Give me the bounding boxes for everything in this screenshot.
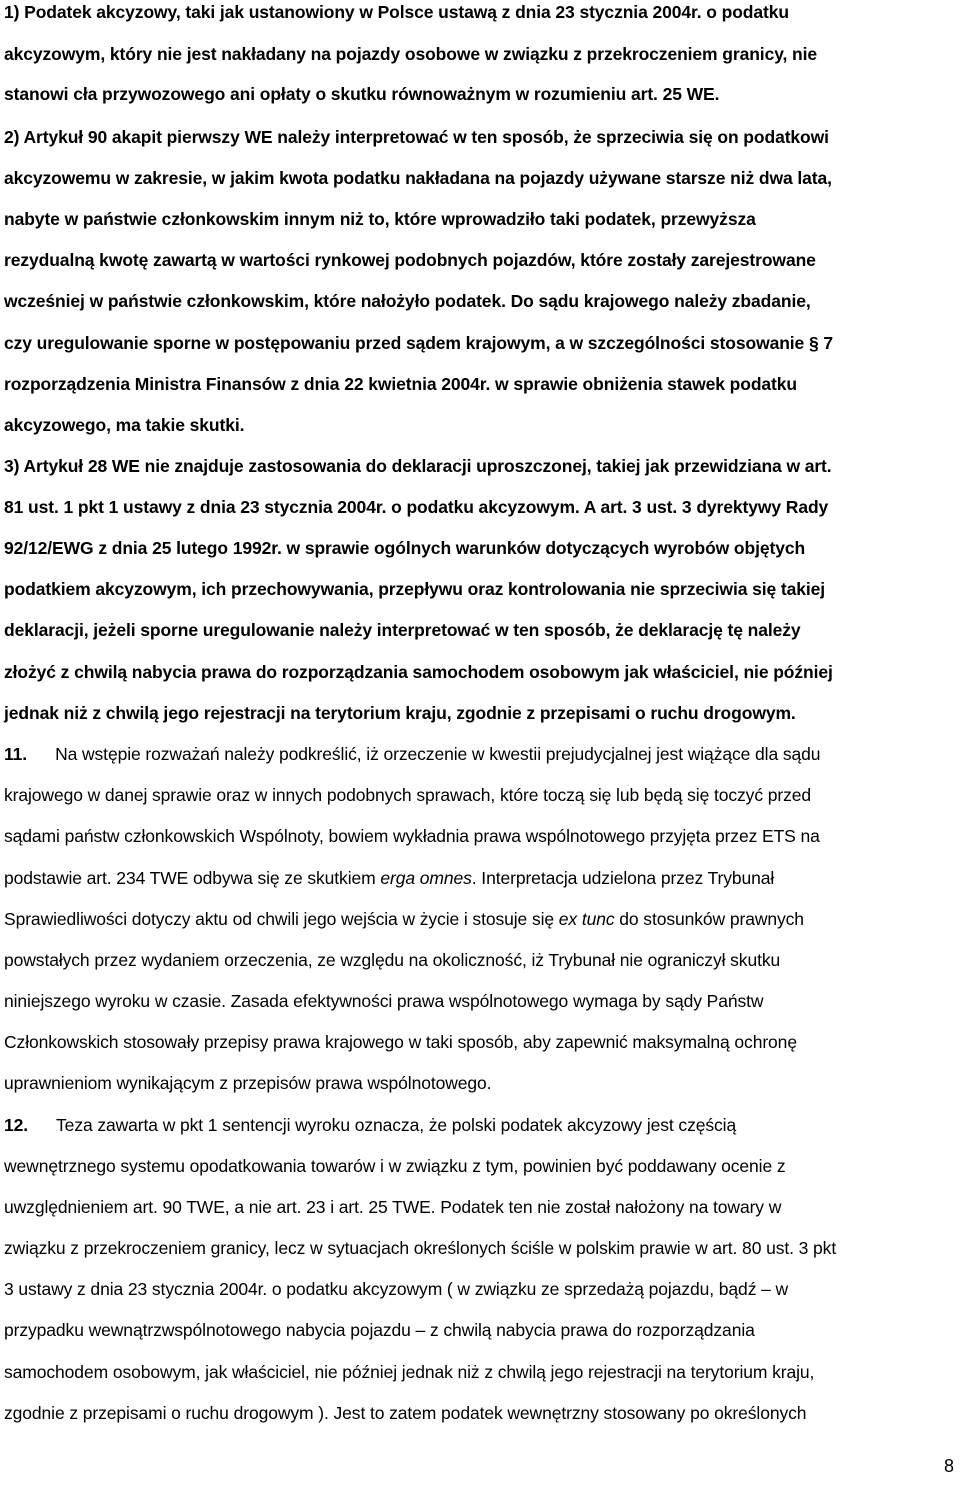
paragraph-11-line: Sprawiedliwości dotyczy aktu od chwili jego wejścia w życie i stosuje się ex tunc do stosunków prawnych: [4, 909, 804, 929]
paragraph-3-line: jednak niż z chwilą jego rejestracji na terytorium kraju, zgodnie z przepisami o ruchu drogowym.: [4, 703, 796, 723]
paragraph-1-line: akcyzowym, który nie jest nakładany na pojazdy osobowe w związku z przekroczeniem granicy, nie: [4, 44, 818, 64]
paragraph-11-line: niniejszego wyroku w czasie. Zasada efektywności prawa wspólnotowego wymaga by sądy Państw: [4, 991, 764, 1011]
paragraph-11-line: uprawnieniom wynikającym z przepisów prawa wspólnotowego.: [4, 1073, 492, 1093]
paragraph-12-line: zgodnie z przepisami o ruchu drogowym ). Jest to zatem podatek wewnętrzny stosowany po określonych: [4, 1403, 807, 1423]
paragraph-3-line: złożyć z chwilą nabycia prawa do rozporządzania samochodem osobowym jak właściciel, nie później: [4, 662, 833, 682]
paragraph-2-line: wcześniej w państwie członkowskim, które nałożyło podatek. Do sądu krajowego należy zbadanie,: [4, 291, 811, 311]
paragraph-11-line: powstałych przez wydaniem orzeczenia, ze względu na okoliczność, iż Trybunał nie ograniczył skutku: [4, 950, 781, 970]
paragraph-1-line: 1) Podatek akcyzowy, taki jak ustanowiony w Polsce ustawą z dnia 23 stycznia 2004r. o podatku: [4, 2, 789, 22]
paragraph-12-line: samochodem osobowym, jak właściciel, nie później jednak niż z chwilą jego rejestracji na terytorium kraju,: [4, 1362, 815, 1382]
paragraph-11-line: podstawie art. 234 TWE odbywa się ze skutkiem erga omnes. Interpretacja udzielona przez Trybunał: [4, 868, 775, 888]
paragraph-12-line: przypadku wewnątrzwspólnotowego nabycia pojazdu – z chwilą nabycia prawa do rozporządzania: [4, 1320, 755, 1340]
paragraph-2-line: rezydualną kwotę zawartą w wartości rynkowej podobnych pojazdów, które zostały zarejestrowane: [4, 250, 816, 270]
paragraph-2-line: nabyte w państwie członkowskim innym niż to, które wprowadziło taki podatek, przewyższa: [4, 209, 756, 229]
paragraph-2-line: 2) Artykuł 90 akapit pierwszy WE należy interpretować w ten sposób, że sprzeciwia się on podatkowi: [4, 127, 829, 147]
paragraph-3-line: podatkiem akcyzowym, ich przechowywania, przepływu oraz kontrolowania nie sprzeciwia się takiej: [4, 579, 826, 599]
paragraph-3-line: 92/12/EWG z dnia 25 lutego 1992r. w sprawie ogólnych warunków dotyczących wyrobów objętych: [4, 538, 806, 558]
paragraph-2-line: akcyzowemu w zakresie, w jakim kwota podatku nakładana na pojazdy używane starsze niż dwa lata,: [4, 168, 832, 188]
paragraph-2-line: rozporządzenia Ministra Finansów z dnia 22 kwietnia 2004r. w sprawie obniżenia stawek podatku: [4, 374, 798, 394]
paragraph-11-line: Członkowskich stosowały przepisy prawa krajowego w taki sposób, aby zapewnić maksymalną ochronę: [4, 1032, 797, 1052]
paragraph-12-line: 12. Teza zawarta w pkt 1 sentencji wyroku oznacza, że polski podatek akcyzowy jest częścią: [4, 1115, 737, 1135]
paragraph-number: 11.: [4, 744, 28, 764]
paragraph-11-line: sądami państw członkowskich Wspólnoty, bowiem wykładnia prawa wspólnotowego przyjęta przez ETS na: [4, 826, 820, 846]
paragraph-number: 12.: [4, 1115, 29, 1135]
paragraph-3-line: 3) Artykuł 28 WE nie znajduje zastosowania do deklaracji uproszczonej, takiej jak przewidziana w art.: [4, 456, 832, 476]
paragraph-12-line: uwzględnieniem art. 90 TWE, a nie art. 23 i art. 25 TWE. Podatek ten nie został nałożony na towary w: [4, 1197, 782, 1217]
italic-term: erga omnes: [380, 868, 472, 888]
paragraph-3-line: 81 ust. 1 pkt 1 ustawy z dnia 23 stycznia 2004r. o podatku akcyzowym. A art. 3 ust. 3 dyrektywy Rady: [4, 497, 829, 517]
italic-term: ex tunc: [558, 909, 615, 929]
paragraph-12-line: wewnętrznego systemu opodatkowania towarów i w związku z tym, powinien być poddawany ocenie z: [4, 1156, 786, 1176]
paragraph-11-line: krajowego w danej sprawie oraz w innych podobnych sprawach, które toczą się lub będą się toczyć przed: [4, 785, 812, 805]
paragraph-12-line: 3 ustawy z dnia 23 stycznia 2004r. o podatku akcyzowym ( w związku ze sprzedażą pojazdu, bądź – w: [4, 1279, 789, 1299]
paragraph-12-line: związku z przekroczeniem granicy, lecz w sytuacjach określonych ściśle w polskim prawie w art. 80 ust. 3 pkt: [4, 1238, 837, 1258]
paragraph-3-line: deklaracji, jeżeli sporne uregulowanie należy interpretować w ten sposób, że deklarację tę należy: [4, 620, 801, 640]
paragraph-2-line: akcyzowego, ma takie skutki.: [4, 415, 245, 435]
paragraph-11-line: 11. Na wstępie rozważań należy podkreślić, iż orzeczenie w kwestii prejudycjalnej jest wiążące dla sądu: [4, 744, 821, 764]
paragraph-2-line: czy uregulowanie sporne w postępowaniu przed sądem krajowym, a w szczególności stosowanie § 7: [4, 333, 833, 353]
page-number: 8: [943, 1456, 954, 1476]
paragraph-1-line: stanowi cła przywozowego ani opłaty o skutku równoważnym w rozumieniu art. 25 WE.: [4, 84, 720, 104]
